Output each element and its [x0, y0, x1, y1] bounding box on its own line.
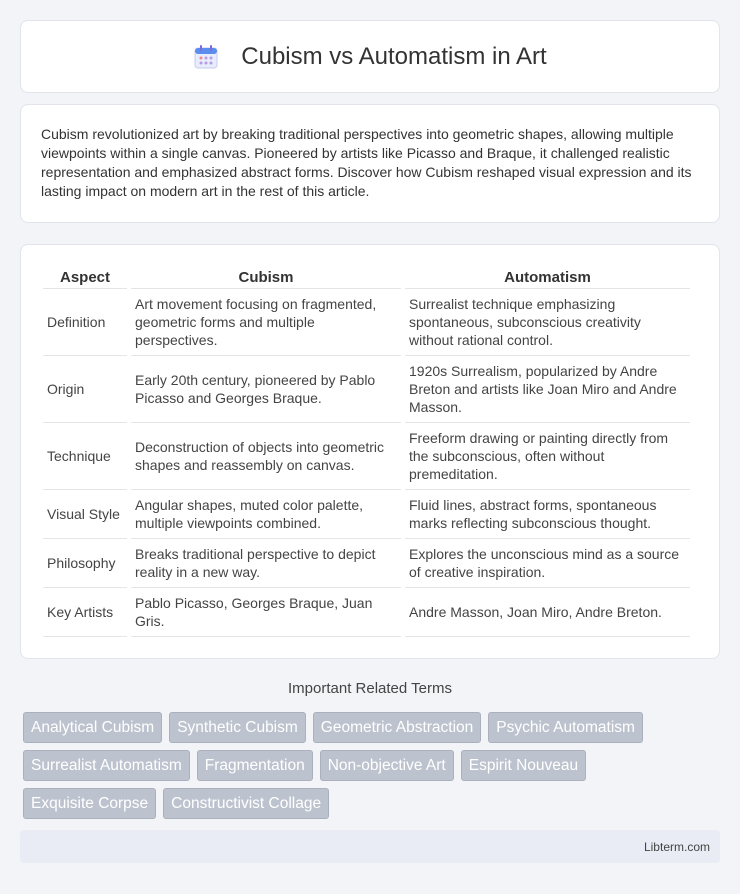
cell-automatism: Surrealist technique emphasizing spontaneous, subconscious creativity without rational control. — [405, 289, 690, 356]
term-tag[interactable]: Surrealist Automatism — [23, 750, 190, 781]
term-tag[interactable]: Espirit Nouveau — [461, 750, 586, 781]
cell-cubism: Pablo Picasso, Georges Braque, Juan Gris. — [131, 588, 401, 637]
header-card — [20, 20, 720, 93]
table-row — [43, 356, 690, 423]
term-tag[interactable]: Synthetic Cubism — [169, 712, 306, 743]
cell-aspect: Origin — [43, 356, 127, 423]
term-tag[interactable]: Fragmentation — [197, 750, 313, 781]
cell-cubism: Early 20th century, pioneered by Pablo Picasso and Georges Braque. — [131, 356, 401, 423]
related-terms-title: Important Related Terms — [288, 680, 452, 697]
comparison-card — [20, 244, 720, 659]
intro-text: Cubism revolutionized art by breaking traditional perspectives into geometric shapes, allowing multiple viewpoints within a single canvas. Pioneered by artists like Picasso and Braque, it challenged realistic representation and emphasized abstract forms. Discover how Cubism reshaped visual expression and its lasting impact on modern art in the rest of this article. — [41, 126, 692, 199]
table-row — [43, 588, 690, 637]
table-row — [43, 490, 690, 539]
cell-cubism: Deconstruction of objects into geometric shapes and reassembly on canvas. — [131, 423, 401, 490]
cell-automatism: 1920s Surrealism, popularized by Andre Breton and artists like Joan Miro and Andre Masson. — [405, 356, 690, 423]
page-title: Cubism vs Automatism in Art — [241, 42, 547, 70]
table-row — [43, 289, 690, 356]
term-tag[interactable]: Analytical Cubism — [23, 712, 162, 743]
cell-automatism: Fluid lines, abstract forms, spontaneous marks reflecting subconscious thought. — [405, 490, 690, 539]
table-row — [43, 539, 690, 588]
term-tag[interactable]: Constructivist Collage — [163, 788, 329, 819]
cell-automatism: Andre Masson, Joan Miro, Andre Breton. — [405, 588, 690, 637]
cell-cubism: Art movement focusing on fragmented, geometric forms and multiple perspectives. — [131, 289, 401, 356]
cell-aspect: Key Artists — [43, 588, 127, 637]
header-automatism: Automatism — [405, 265, 690, 289]
intro-card — [20, 104, 720, 223]
footer-site-link[interactable]: Libterm.com — [643, 840, 710, 854]
cell-aspect: Definition — [43, 289, 127, 356]
calendar-icon — [193, 44, 219, 70]
table-row — [43, 423, 690, 490]
cell-aspect: Visual Style — [43, 490, 127, 539]
term-tag[interactable]: Psychic Automatism — [488, 712, 643, 743]
cell-automatism: Freeform drawing or painting directly from the subconscious, often without premeditation. — [405, 423, 690, 490]
term-tag[interactable]: Geometric Abstraction — [313, 712, 481, 743]
cell-cubism: Breaks traditional perspective to depict reality in a new way. — [131, 539, 401, 588]
cell-cubism: Angular shapes, muted color palette, multiple viewpoints combined. — [131, 490, 401, 539]
footer — [20, 830, 720, 863]
related-terms-list — [23, 712, 723, 819]
header-cubism: Cubism — [131, 265, 401, 289]
cell-aspect: Philosophy — [43, 539, 127, 588]
term-tag[interactable]: Exquisite Corpse — [23, 788, 156, 819]
cell-aspect: Technique — [43, 423, 127, 490]
header-aspect: Aspect — [43, 265, 127, 289]
term-tag[interactable]: Non-objective Art — [320, 750, 454, 781]
table-header-row — [43, 265, 690, 289]
cell-automatism: Explores the unconscious mind as a source of creative inspiration. — [405, 539, 690, 588]
comparison-table — [39, 265, 694, 637]
